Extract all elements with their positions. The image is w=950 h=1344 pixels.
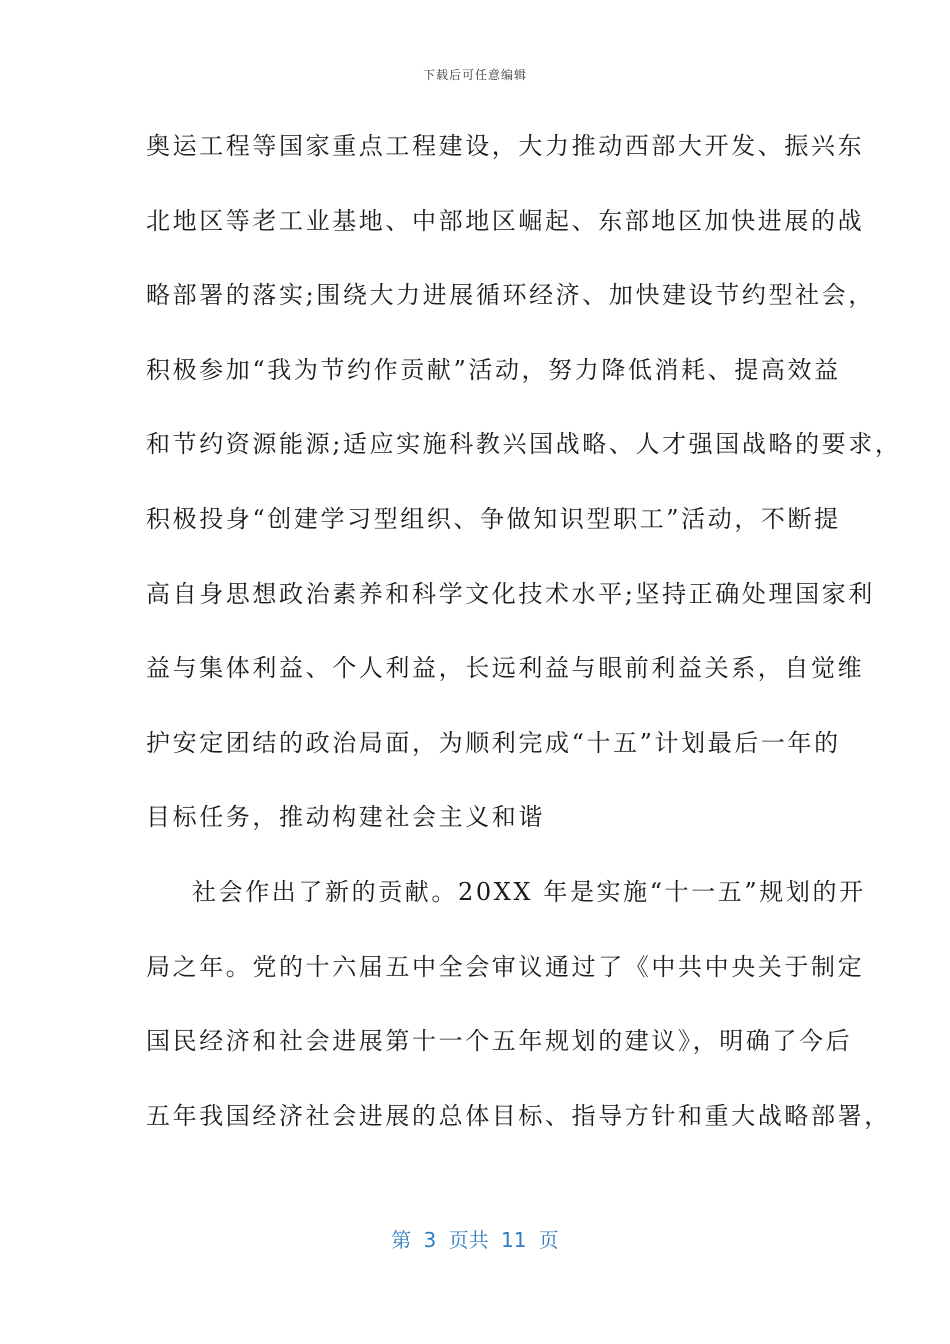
text-line: 积极参加“我为节约作贡献”活动，努力降低消耗、提高效益 xyxy=(146,355,841,384)
text-line: 积极投身“创建学习型组织、争做知识型职工”活动，不断提 xyxy=(146,504,841,533)
text-line: 北地区等老工业基地、中部地区崛起、东部地区加快进展的战 xyxy=(146,206,865,235)
text-line: 局之年。党的十六届五中全会审议通过了《中共中央关于制定 xyxy=(146,952,865,981)
text-line: 目标任务，推动构建社会主义和谐 xyxy=(146,803,545,832)
page-number-footer: 第 3 页共 11 页 xyxy=(391,1228,559,1252)
text-line: 益与集体利益、个人利益，长远利益与眼前利益关系，自觉维 xyxy=(146,654,865,683)
page-header: 下载后可任意编辑 xyxy=(422,68,527,82)
document-body xyxy=(146,118,902,1162)
text-line: 奥运工程等国家重点工程建设，大力推动西部大开发、振兴东 xyxy=(146,132,865,160)
text-line: 五年我国经济社会进展的总体目标、指导方针和重大战略部署， xyxy=(146,1101,891,1130)
text-line: 国民经济和社会进展第十一个五年规划的建议》，明确了今后 xyxy=(146,1027,853,1056)
text-line: 护安定团结的政治局面，为顺利完成“十五”计划最后一年的 xyxy=(146,728,841,757)
paragraph-start-line: 社会作出了新的贡献。20XX 年是实施“十一五”规划的开 xyxy=(192,877,866,906)
text-line: 略部署的落实;围绕大力进展循环经济、加快建设节约型社会， xyxy=(146,281,875,310)
text-line: 高自身思想政治素养和科学文化技术水平;坚持正确处理国家利 xyxy=(146,579,875,608)
text-line: 和节约资源能源;适应实施科教兴国战略、人才强国战略的要求， xyxy=(146,430,902,459)
